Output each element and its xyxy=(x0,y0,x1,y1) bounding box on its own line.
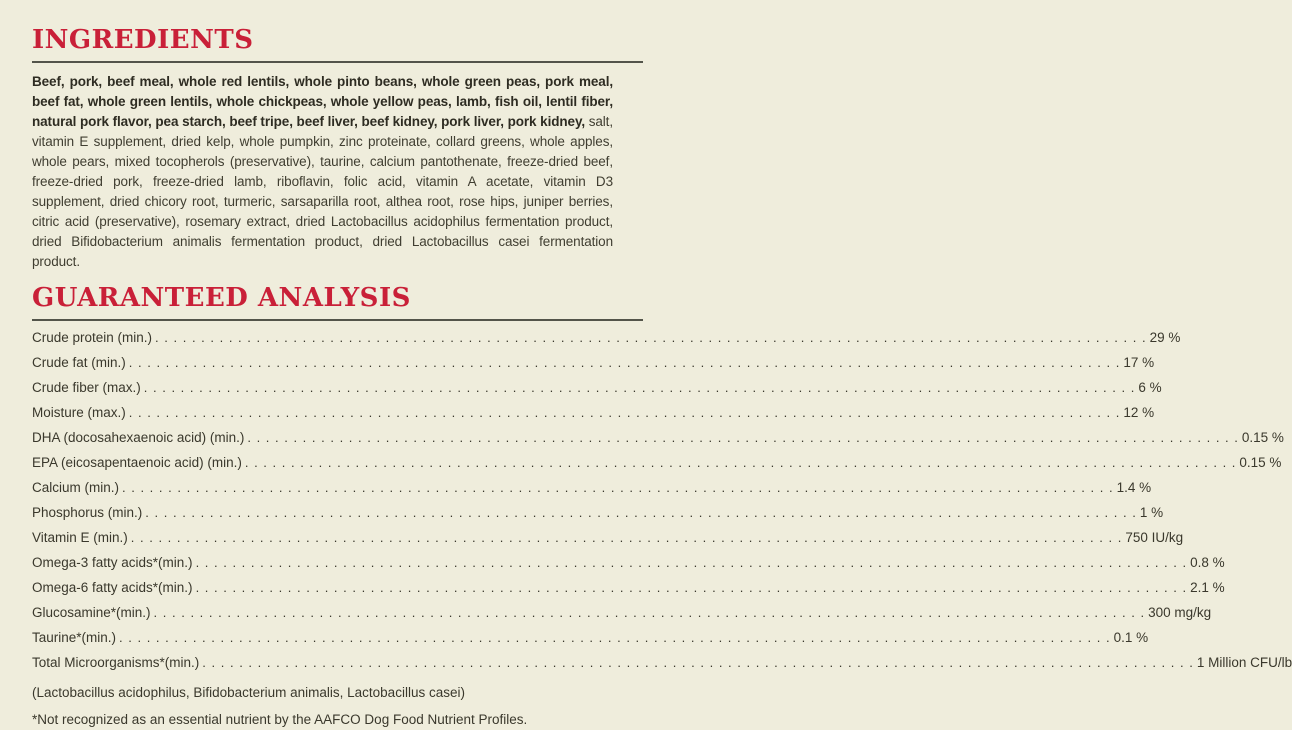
row-label: Crude fat (min.) xyxy=(32,355,126,370)
dot-leader xyxy=(202,655,1194,670)
table-row xyxy=(32,455,1282,480)
table-row xyxy=(32,330,1181,355)
table-row xyxy=(32,655,1292,680)
table-row xyxy=(32,405,1155,430)
aafco-footnote: *Not recognized as an essential nutrient by the AAFCO Dog Food Nutrient Profiles. xyxy=(32,712,528,727)
row-label: Vitamin E (min.) xyxy=(32,530,128,545)
table-row xyxy=(32,530,1184,555)
dot-leader xyxy=(122,480,1114,495)
dot-leader xyxy=(247,430,1239,445)
row-label: Taurine*(min.) xyxy=(32,630,117,645)
table-row xyxy=(32,355,1155,380)
dot-leader xyxy=(129,355,1121,370)
table-row xyxy=(32,605,1212,630)
row-value: 300 mg/kg xyxy=(1148,605,1212,620)
guaranteed-analysis-title: GUARANTEED ANALYSIS xyxy=(32,283,411,313)
row-label: Total Microorganisms*(min.) xyxy=(32,655,200,670)
row-value: 0.15 % xyxy=(1239,455,1282,470)
row-value: 750 IU/kg xyxy=(1125,530,1184,545)
row-label: DHA (docosahexaenoic acid) (min.) xyxy=(32,430,245,445)
microorganisms-note: (Lactobacillus acidophilus, Bifidobacterium animalis, Lactobacillus casei) xyxy=(32,685,465,700)
row-label: Phosphorus (min.) xyxy=(32,505,143,520)
dot-leader xyxy=(154,605,1146,620)
row-label: Omega-3 fatty acids*(min.) xyxy=(32,555,193,570)
table-row xyxy=(32,505,1164,530)
row-label: Crude fiber (max.) xyxy=(32,380,141,395)
row-label: EPA (eicosapentaenoic acid) (min.) xyxy=(32,455,242,470)
guaranteed-analysis-table xyxy=(32,330,1292,680)
guaranteed-analysis-divider xyxy=(32,319,643,321)
row-value: 1 Million CFU/lb xyxy=(1196,655,1292,670)
table-row xyxy=(32,555,1225,580)
ingredients-text-regular: salt, vitamin E supplement, dried kelp, whole pumpkin, zinc proteinate, collard greens, whole apples, whole pears, mixed tocopherols (preservative), taurine, calcium pantothenate, freeze-dried beef, freeze-dried pork, freeze-dried lamb, riboflavin, folic acid, vitamin A acetate, vitamin D3 supplement, dried chicory root, turmeric, sarsaparilla root, althea root, rose hips, juniper berries, citric acid (preservative), rosemary extract, dried Lactobacillus acidophilus fermentation product, dried Bifidobacterium animalis fermentation product, dried Lactobacillus casei fermentation product. xyxy=(32,114,613,269)
row-label: Calcium (min.) xyxy=(32,480,120,495)
row-value: 6 % xyxy=(1138,380,1162,395)
table-row xyxy=(32,380,1162,405)
ingredients-divider xyxy=(32,61,643,63)
dot-leader xyxy=(119,630,1111,645)
ingredients-paragraph xyxy=(32,72,613,272)
dot-leader xyxy=(144,380,1136,395)
row-value: 29 % xyxy=(1149,330,1181,345)
row-value: 0.8 % xyxy=(1190,555,1225,570)
row-label: Glucosamine*(min.) xyxy=(32,605,151,620)
ingredients-text-bold: Beef, pork, beef meal, whole red lentils, whole pinto beans, whole green peas, pork meal, beef fat, whole green lentils, whole chickpeas, whole yellow peas, lamb, fish oil, lentil fiber, natural pork flavor, pea starch, beef tripe, beef liver, beef kidney, pork liver, pork kidney, xyxy=(32,74,613,129)
dot-leader xyxy=(155,330,1147,345)
table-row xyxy=(32,480,1152,505)
row-value: 12 % xyxy=(1123,405,1155,420)
row-value: 1.4 % xyxy=(1116,480,1152,495)
dot-leader xyxy=(245,455,1237,470)
dot-leader xyxy=(145,505,1137,520)
ingredients-title: INGREDIENTS xyxy=(32,25,254,55)
row-label: Crude protein (min.) xyxy=(32,330,153,345)
dot-leader xyxy=(129,405,1121,420)
row-label: Omega-6 fatty acids*(min.) xyxy=(32,580,193,595)
row-value: 1 % xyxy=(1139,505,1164,520)
row-value: 0.15 % xyxy=(1241,430,1284,445)
dot-leader xyxy=(196,580,1188,595)
table-row xyxy=(32,630,1149,655)
row-value: 0.1 % xyxy=(1113,630,1149,645)
table-row xyxy=(32,430,1284,455)
row-value: 17 % xyxy=(1123,355,1155,370)
row-value: 2.1 % xyxy=(1190,580,1225,595)
dot-leader xyxy=(196,555,1188,570)
row-label: Moisture (max.) xyxy=(32,405,126,420)
table-row xyxy=(32,580,1225,605)
dot-leader xyxy=(131,530,1123,545)
